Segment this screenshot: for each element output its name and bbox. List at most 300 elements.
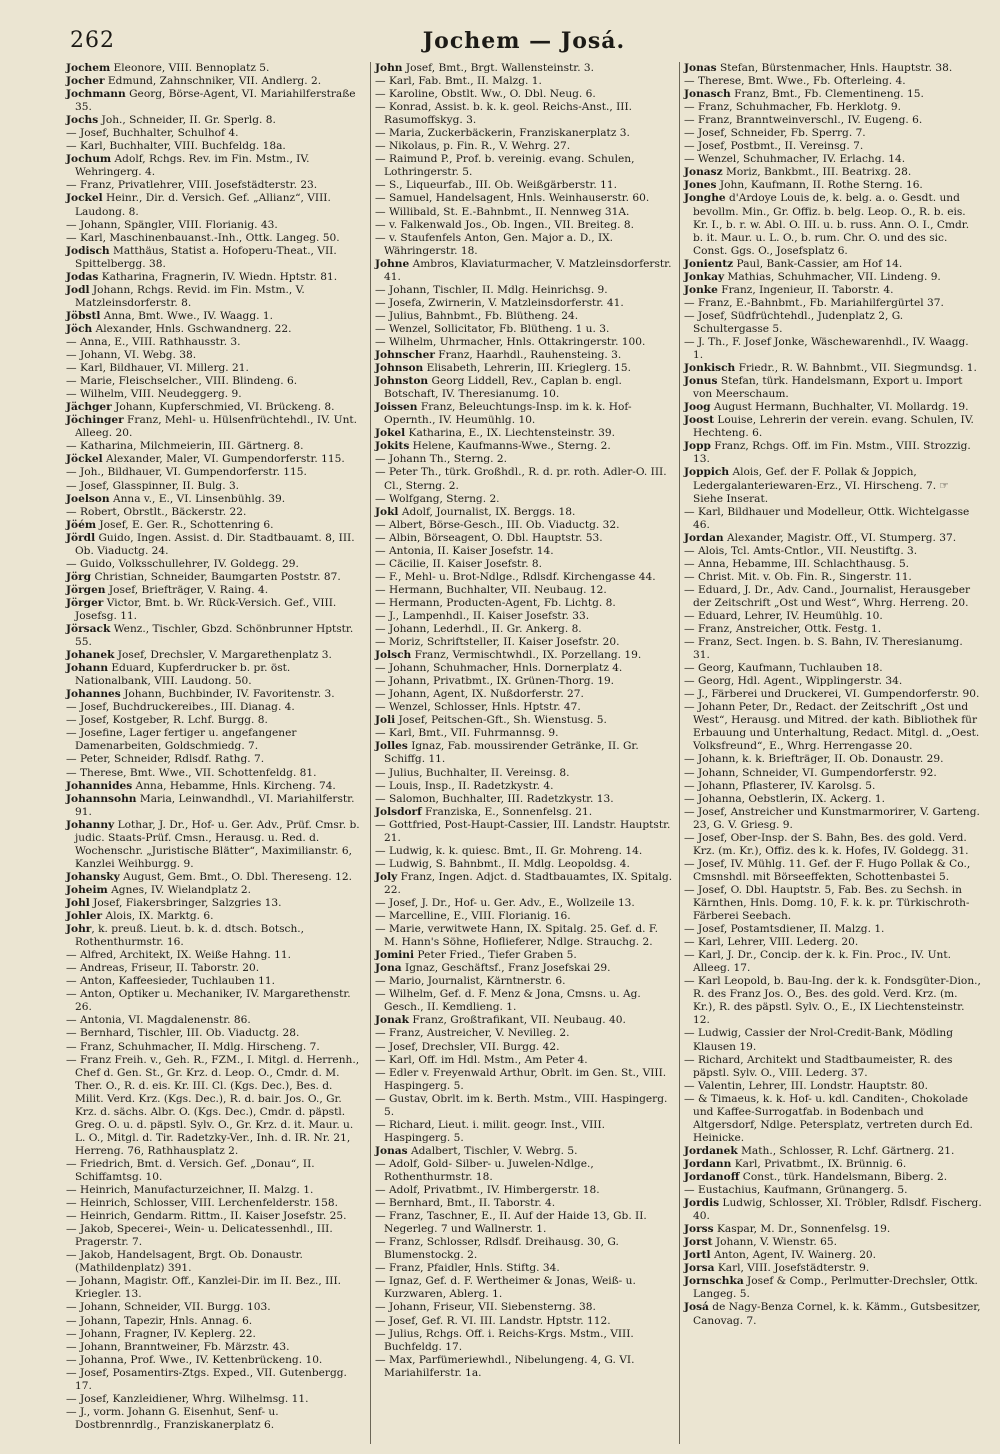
directory-entry xyxy=(375,545,673,558)
entry-details: — Julius, Bahnbmt., Fb. Blütheng. 24. xyxy=(375,309,579,322)
entry-details: — Wilhelm, Gef. d. F. Menz & Jona, Cmsns. u. Ag. Gesch., II. Kemdlieng. 1. xyxy=(375,988,641,1014)
entry-details: — Josef, Buchhalter, Schulhof 4. xyxy=(66,127,239,140)
entry-details: — Peter, Schneider, Rdlsdf. Rathg. 7. xyxy=(66,753,265,766)
entry-surname: Jonas xyxy=(375,1144,408,1157)
directory-entry xyxy=(684,1158,982,1171)
entry-details: Alois, Gef. der F. Pollak & Joppich, Ledergalanteriewaren-Erz., VI. Hirscheng. 7. ☞ Siehe Inserat. xyxy=(693,466,949,505)
directory-entry xyxy=(375,140,673,153)
directory-entry xyxy=(375,740,673,766)
directory-entry xyxy=(66,727,364,753)
directory-entry xyxy=(684,610,982,623)
entry-surname: Jöém xyxy=(66,518,97,531)
entry-details: Johann, Rchgs. Revid. im Fin. Mstm., V. Matzleinsdorferstr. 8. xyxy=(75,283,305,309)
entry-surname: Jochem xyxy=(66,62,111,74)
directory-entry xyxy=(375,623,673,636)
entry-details: Joh., Schneider, II. Gr. Sperlg. 8. xyxy=(98,114,276,127)
entry-details: Georg, Börse-Agent, VI. Mariahilferstraße 35. xyxy=(75,88,356,114)
entry-details: — Cäcilie, II. Kaiser Josefstr. 8. xyxy=(375,557,543,570)
entry-details: Peter Fried., Tiefer Graben 5. xyxy=(414,949,577,962)
entry-details: Franz, Großtrafikant, VII. Neubaug. 40. xyxy=(409,1014,626,1027)
entry-surname: Joppich xyxy=(684,466,730,479)
entry-details: Adolf, Rchgs. Rev. im Fin. Mstm., IV. Wehringerg. 4. xyxy=(75,153,310,179)
entry-surname: Jorsa xyxy=(684,1262,715,1275)
directory-entry xyxy=(66,884,364,897)
entry-surname: Jortl xyxy=(684,1249,711,1262)
directory-entry xyxy=(66,336,364,349)
directory-entry xyxy=(684,88,982,101)
entry-surname: Johr xyxy=(66,923,92,936)
entry-details: — Johann, Fragner, IV. Keplerg. 22. xyxy=(66,1327,256,1340)
entry-surname: Johanek xyxy=(66,649,115,662)
entry-surname: Jorst xyxy=(684,1236,713,1249)
directory-entry xyxy=(684,62,982,75)
entry-details: — Johann, Agent, IX. Nußdorferstr. 27. xyxy=(375,688,584,701)
entry-details: — v. Falkenwald Jos., Ob. Ingen., VII. Breiteg. 8. xyxy=(375,218,634,231)
entry-details: Alexander, Magistr. Off., VI. Stumperg. 37. xyxy=(723,531,957,544)
directory-entry xyxy=(684,1275,982,1301)
directory-entry xyxy=(375,819,673,845)
directory-entry xyxy=(684,127,982,140)
entry-details: — Wilhelm, VIII. Neudeggerg. 9. xyxy=(66,388,242,401)
entry-details: — Wenzel, Sollicitator, Fb. Blütheng. 1 u. 3. xyxy=(375,322,610,335)
entry-details: — Bernhard, Tischler, III. Ob. Viaductg. 28. xyxy=(66,1027,300,1040)
directory-entry xyxy=(684,258,982,271)
entry-details: — Johann, Tischler, II. Mdlg. Heinrichsg. 9. xyxy=(375,283,608,296)
directory-entry xyxy=(66,623,364,649)
directory-entry xyxy=(375,1275,673,1301)
directory-entry xyxy=(684,832,982,858)
directory-entry xyxy=(66,1406,364,1432)
directory-entry xyxy=(375,701,673,714)
directory-entry xyxy=(66,219,364,232)
directory-entry xyxy=(375,584,673,597)
directory-entry xyxy=(375,688,673,701)
entry-surname: Johler xyxy=(66,910,103,923)
directory-entry xyxy=(375,558,673,571)
entry-details: — Karl, J. Dr., Concip. der k. k. Fin. Proc., IV. Unt. Alleeg. 17. xyxy=(684,949,951,975)
directory-entry xyxy=(66,558,364,571)
directory-entry xyxy=(684,375,982,401)
entry-details: — Franz, Pfaidler, Hnls. Stiftg. 34. xyxy=(375,1262,560,1275)
entry-details: — Franz, Taschner, E., II. Auf der Haide 13, Gb. II. Negerleg. 7 und Wallnerstr. 1. xyxy=(375,1210,647,1236)
entry-details: Katharina, Fragnerin, IV. Wiedn. Hptstr. 81. xyxy=(98,270,338,283)
directory-entry xyxy=(375,1119,673,1145)
directory-entry xyxy=(684,414,982,440)
directory-entry xyxy=(684,1223,982,1236)
entry-details: — Georg, Kaufmann, Tuchlauben 18. xyxy=(684,662,883,675)
entry-details: — Heinrich, Manufacturzeichner, II. Malzg. 1. xyxy=(66,1184,314,1197)
entry-surname: Jöchinger xyxy=(66,414,124,427)
directory-entry xyxy=(66,1367,364,1393)
entry-details: Josef, Briefträger, V. Raing. 4. xyxy=(105,583,269,596)
entry-details: Guido, Ingen. Assist. d. Dir. Stadtbauamt. 8, III. Ob. Viaductg. 24. xyxy=(75,531,355,557)
directory-entry xyxy=(375,1236,673,1262)
entry-details: — Heinrich, Gendarm. Rittm., II. Kaiser Josefstr. 25. xyxy=(66,1210,347,1223)
directory-entry xyxy=(66,349,364,362)
directory-entry xyxy=(66,1014,364,1027)
directory-entry xyxy=(375,493,673,506)
directory-entry xyxy=(684,506,982,532)
entry-details: — Johann, Schuhmacher, Hnls. Dornerplatz 4. xyxy=(375,662,623,675)
entry-details: — Maria, Zuckerbäckerin, Franziskanerplatz 3. xyxy=(375,127,630,140)
entry-surname: Jones xyxy=(684,179,717,192)
entry-surname: Johl xyxy=(66,897,90,909)
directory-entry xyxy=(684,310,982,336)
directory-entry xyxy=(66,597,364,623)
entry-details: — Ludwig, Cassier der Nrol-Credit-Bank, Mödling Klausen 19. xyxy=(684,1027,954,1053)
directory-entry xyxy=(684,884,982,923)
entry-surname: Jonke xyxy=(684,283,718,296)
directory-entry xyxy=(66,1249,364,1275)
directory-entry xyxy=(66,819,364,871)
entry-surname: Josá xyxy=(684,1301,709,1314)
entry-surname: Jodas xyxy=(66,270,99,283)
directory-entry xyxy=(684,166,982,179)
directory-entry xyxy=(375,453,673,466)
page-header xyxy=(62,22,986,64)
directory-entry xyxy=(375,806,673,819)
entry-details: — Adolf, Privatbmt., IV. Himbergerstr. 18. xyxy=(375,1184,600,1197)
entry-details: Anna, Hebamme, Hnls. Kircheng. 74. xyxy=(132,779,336,792)
entry-details: — Josef, O. Dbl. Hauptstr. 5, Fab. Bes. zu Sechsh. in Kärnthen, Hnls. Domg. 10, F. k. k. pr. Türkischroth-Färberei Seebach. xyxy=(684,883,970,923)
columns-container xyxy=(62,62,988,1444)
directory-entry xyxy=(684,1301,982,1327)
entry-details: Josef & Comp., Perlmutter-Drechsler, Ottk. Langeg. 5. xyxy=(693,1275,978,1301)
directory-entry xyxy=(684,362,982,375)
entry-surname: Jonak xyxy=(375,1014,409,1027)
directory-entry xyxy=(66,440,364,453)
entry-details: — Johanna, Oebstlerin, IX. Ackerg. 1. xyxy=(684,792,885,805)
entry-details: — Samuel, Handelsagent, Hnls. Weinhauserstr. 60. xyxy=(375,192,650,205)
directory-entry xyxy=(66,1041,364,1054)
entry-details: — Adolf, Gold- Silber- u. Juwelen-Ndlge., Rothenthurmstr. 18. xyxy=(375,1157,594,1183)
entry-details: Josef, E. Ger. R., Schottenring 6. xyxy=(96,518,274,531)
entry-details: — & Timaeus, k. k. Hof- u. kdl. Canditen-, Chokolade und Kaffee-Surrogatfab. in Bodenbach und Altgersdorf, Ndlge. Petersplatz, vertreten durch Ed. Heinicke. xyxy=(684,1092,973,1144)
entry-surname: Jordis xyxy=(684,1197,720,1210)
directory-entry xyxy=(375,1354,673,1380)
entry-details: — Josef, Postbmt., II. Vereinsg. 7. xyxy=(684,140,864,153)
entry-surname: Joost xyxy=(684,414,715,427)
entry-details: — Josef, Kostgeber, R. Lchf. Burgg. 8. xyxy=(66,714,268,727)
entry-details: Alois, IX. Marktg. 6. xyxy=(102,910,214,923)
entry-details: — Ignaz, Gef. d. F. Wertheimer & Jonas, Weiß- u. Kurzwaren, Ablerg. 1. xyxy=(375,1275,636,1301)
entry-details: — Franz, E.-Bahnbmt., Fb. Mariahilfergürtel 37. xyxy=(684,296,944,309)
directory-entry xyxy=(684,584,982,610)
directory-entry xyxy=(684,1145,982,1158)
entry-details: — Marie, verwitwete Hann, IX. Spitalg. 25. Gef. d. F. M. Hann's Söhne, Hoflieferer, Ndlge. Strauchg. 2. xyxy=(375,923,658,949)
directory-entry xyxy=(684,1054,982,1080)
directory-entry xyxy=(375,297,673,310)
directory-entry xyxy=(375,636,673,649)
entry-surname: Jordanek xyxy=(684,1144,738,1157)
entry-details: — Johann Peter, Dr., Redact. der Zeitschrift „Ost und West“, Herausg. und Mitred. der kath. Bibliothek für Erbauung und Unterhaltung, Redact. Mitgl. d. „Oest. Volksfreund“, E., Whrg. Herrengasse 20. xyxy=(684,701,980,753)
directory-entry xyxy=(684,1184,982,1197)
entry-details: — Hermann, Buchhalter, VII. Neubaug. 12. xyxy=(375,583,607,596)
directory-entry xyxy=(66,519,364,532)
entry-details: — Albin, Börseagent, O. Dbl. Hauptstr. 53. xyxy=(375,531,603,544)
entry-details: — Franz, Branntweinverschl., IV. Eugeng. 6. xyxy=(684,114,923,127)
entry-details: — Josef, Postamtsdiener, II. Malzg. 1. xyxy=(684,923,885,936)
directory-entry xyxy=(684,466,982,505)
directory-entry xyxy=(375,88,673,101)
directory-entry xyxy=(66,414,364,440)
directory-entry xyxy=(684,153,982,166)
entry-surname: Jonasch xyxy=(684,88,731,101)
entry-details: — Max, Parfümeriewhdl., Nibelungeng. 4, G. VI. Mariahilferstr. 1a. xyxy=(375,1353,635,1379)
directory-entry xyxy=(66,466,364,479)
entry-details: — Ludwig, S. Bahnbmt., II. Mdlg. Leopoldsg. 4. xyxy=(375,857,630,870)
entry-details: — Valentin, Lehrer, III. Londstr. Hauptstr. 80. xyxy=(684,1079,928,1092)
entry-details: — Johann, Branntweiner, Fb. Märzstr. 43. xyxy=(66,1340,290,1353)
directory-entry xyxy=(375,910,673,923)
directory-entry xyxy=(375,219,673,232)
entry-details: — Gottfried, Post-Haupt-Cassier, III. Landstr. Hauptstr. 21. xyxy=(375,818,671,844)
directory-entry xyxy=(66,1275,364,1301)
entry-details: — Anton, Kaffeesieder, Tuchlauben 11. xyxy=(66,975,275,988)
entry-details: — Andreas, Friseur, II. Taborstr. 20. xyxy=(66,962,260,975)
directory-entry xyxy=(66,584,364,597)
directory-entry xyxy=(684,1197,982,1223)
directory-entry xyxy=(66,532,364,558)
entry-details: — S., Liqueurfab., III. Ob. Weißgärberstr. 11. xyxy=(375,179,617,192)
directory-entry xyxy=(66,1315,364,1328)
entry-surname: Johannsohn xyxy=(66,792,137,805)
directory-entry xyxy=(375,845,673,858)
entry-surname: Jorss xyxy=(684,1223,714,1236)
directory-entry xyxy=(66,453,364,466)
directory-entry xyxy=(684,1249,982,1262)
directory-entry xyxy=(684,936,982,949)
directory-entry xyxy=(66,949,364,962)
entry-details: Franz, Ingen. Adjct. d. Stadtbauamtes, IX. Spitalg. 22. xyxy=(384,870,673,896)
entry-details: — Franz, Privatlehrer, VIII. Josefstädterstr. 23. xyxy=(66,179,318,192)
directory-entry xyxy=(375,662,673,675)
entry-details: — Johann, Magistr. Off., Kanzlei-Dir. im II. Bez., III. Kriegler. 13. xyxy=(66,1275,342,1301)
directory-entry xyxy=(684,140,982,153)
entry-details: — Jakob, Specerei-, Wein- u. Delicatessenhdl., III. Pragerstr. 7. xyxy=(66,1223,333,1249)
entry-details: — Anna, Hebamme, III. Schlachthausg. 5. xyxy=(684,557,910,570)
entry-surname: Jörger xyxy=(66,596,104,609)
entry-details: — Johann, Pflasterer, IV. Karolsg. 5. xyxy=(684,779,876,792)
directory-entry xyxy=(66,988,364,1014)
entry-surname: Jörsack xyxy=(66,623,111,636)
directory-entry xyxy=(375,975,673,988)
directory-entry xyxy=(684,179,982,192)
entry-details: Paul, Bank-Cassier, am Hof 14. xyxy=(733,257,903,270)
directory-entry xyxy=(66,1354,364,1367)
entry-details: — Karl, Bildhauer und Modelleur, Ottk. Wichtelgasse 46. xyxy=(684,505,970,531)
entry-surname: Jördl xyxy=(66,531,96,544)
entry-details: — Albert, Börse-Gesch., III. Ob. Viaductg. 32. xyxy=(375,518,620,531)
entry-details: Alexander, Hnls. Gschwandnerg. 22. xyxy=(92,322,292,335)
entry-details: — Therese, Bmt. Wwe., VII. Schottenfeldg. 81. xyxy=(66,766,317,779)
entry-details: — Josef, Südfrüchtehdl., Judenplatz 2, G. Schultergasse 5. xyxy=(684,309,904,335)
entry-details: August, Gem. Bmt., O. Dbl. Thereseng. 12. xyxy=(119,870,352,883)
entry-surname: Jonas xyxy=(684,62,717,74)
directory-entry xyxy=(684,806,982,832)
directory-entry xyxy=(375,206,673,219)
directory-entry xyxy=(684,1262,982,1275)
directory-entry xyxy=(684,701,982,753)
entry-details: — Johann, Privatbmt., IX. Grünen-Thorg. 19. xyxy=(375,675,615,688)
directory-entry xyxy=(375,427,673,440)
directory-entry xyxy=(375,767,673,780)
entry-details: Franz, Bmt., Fb. Clementineng. 15. xyxy=(730,88,924,101)
entry-surname: Johnston xyxy=(375,375,429,388)
directory-entry xyxy=(375,1262,673,1275)
directory-entry xyxy=(66,401,364,414)
entry-details: — Josef, Drechsler, VII. Burgg. 42. xyxy=(375,1040,560,1053)
entry-details: — Bernhard, Bmt., II. Taborstr. 4. xyxy=(375,1197,556,1210)
entry-details: — Robert, Obrstlt., Bäckerstr. 22. xyxy=(66,505,247,518)
directory-entry xyxy=(66,245,364,271)
entry-details: — Christ. Mit. v. Ob. Fin. R., Singerstr. 11. xyxy=(684,570,912,583)
entry-details: — Raimund P., Prof. b. vereinig. evang. Schulen, Lothringerstr. 5. xyxy=(375,153,635,179)
directory-entry xyxy=(684,1027,982,1053)
directory-entry xyxy=(375,75,673,88)
directory-entry xyxy=(375,258,673,284)
entry-surname: Johnscher xyxy=(375,349,435,362)
directory-entry xyxy=(66,388,364,401)
directory-entry xyxy=(684,780,982,793)
entry-details: — J., Färberei und Druckerei, VI. Gumpendorferstr. 90. xyxy=(684,688,980,701)
directory-entry xyxy=(684,1080,982,1093)
entry-details: — Franz Freih. v., Geh. R., FZM., I. Mitgl. d. Herrenh., Chef d. Gen. St., Gr. Krz. d. Leop. O., Cmdr. d. M. Ther. O., R. d. eis. Kr. III. Cl. (Kgs. Dec.), Bes. d. Milit. Verd. Krz. (Kgs. Dec.), R. d. bair. Jos. O., Gr. Krz. d. sächs. Albr. O. (Kgs. Dec.), Cmdr. d. päpstl. Greg. O. u. d. päpstl. Sylv. O., Gr. Krz. d. it. Maur. u. L. O., Mitgl. d. Tir. Radetzky-Ver., Inh. d. IR. Nr. 21, Herreng. 76, Rathhausplatz 2. xyxy=(66,1053,360,1157)
entry-details: — Josef, Schneider, Fb. Sperrg. 7. xyxy=(684,127,866,140)
directory-entry xyxy=(375,714,673,727)
entry-surname: Johannes xyxy=(66,688,121,701)
entry-details: Const., türk. Handelsmann, Biberg. 2. xyxy=(739,1170,948,1183)
directory-entry xyxy=(375,101,673,127)
entry-surname: Joissen xyxy=(375,401,418,414)
directory-entry xyxy=(66,179,364,192)
directory-entry xyxy=(375,336,673,349)
directory-entry xyxy=(66,271,364,284)
directory-entry xyxy=(684,1093,982,1145)
directory-entry xyxy=(375,858,673,871)
directory-entry xyxy=(66,897,364,910)
entry-details: Johann, V. Wienstr. 65. xyxy=(712,1236,837,1249)
directory-entry xyxy=(66,310,364,323)
directory-entry xyxy=(66,232,364,245)
entry-details: Heinr., Dir. d. Versich. Gef. „Allianz“, VIII. Laudong. 8. xyxy=(75,192,331,218)
directory-entry xyxy=(375,597,673,610)
directory-entry xyxy=(684,75,982,88)
entry-details: Eleonore, VIII. Bennoplatz 5. xyxy=(110,62,270,74)
entry-details: — Richard, Architekt und Stadtbaumeister, R. des päpstl. Sylv. O., VIII. Lederg. 37. xyxy=(684,1053,953,1079)
directory-entry xyxy=(66,701,364,714)
entry-details: John, Kaufmann, II. Rothe Sterng. 16. xyxy=(716,179,923,192)
directory-entry xyxy=(375,232,673,258)
directory-entry xyxy=(684,558,982,571)
entry-details: — Antonia, II. Kaiser Josefstr. 14. xyxy=(375,544,554,557)
entry-surname: Jokits xyxy=(375,440,410,453)
directory-entry xyxy=(66,714,364,727)
directory-entry xyxy=(66,62,364,75)
entry-surname: Jonghe xyxy=(684,192,726,205)
entry-details: Franz, Rchgs. Off. im Fin. Mstm., VIII. Strozzig. 13. xyxy=(693,440,971,466)
directory-entry xyxy=(375,1315,673,1328)
entry-surname: Jordann xyxy=(684,1157,732,1170)
directory-entry xyxy=(375,649,673,662)
directory-entry xyxy=(66,140,364,153)
directory-entry xyxy=(375,1014,673,1027)
directory-entry xyxy=(66,192,364,218)
entry-details: — Johann, Schneider, VII. Burgg. 103. xyxy=(66,1301,271,1314)
entry-details: — Franz, Schuhmacher, II. Mdlg. Hirscheng. 7. xyxy=(66,1040,320,1053)
directory-entry xyxy=(684,114,982,127)
directory-entry xyxy=(66,780,364,793)
directory-entry xyxy=(684,101,982,114)
entry-surname: Jächger xyxy=(66,401,112,414)
directory-entry xyxy=(375,610,673,623)
entry-details: — Josefine, Lager fertiger u. angefangener Damenarbeiten, Goldschmiedg. 7. xyxy=(66,727,297,753)
entry-surname: Jörgen xyxy=(66,583,106,596)
directory-entry xyxy=(375,949,673,962)
directory-entry xyxy=(66,767,364,780)
directory-entry xyxy=(375,988,673,1014)
entry-surname: Jochum xyxy=(66,153,112,166)
entry-details: — Johann, Schneider, VI. Gumpendorferstr. 92. xyxy=(684,766,937,779)
entry-surname: Jonientz xyxy=(684,257,734,270)
entry-surname: John xyxy=(375,62,403,74)
column-1 xyxy=(62,62,370,1444)
entry-details: — Eustachius, Kaufmann, Grünangerg. 5. xyxy=(684,1184,908,1197)
entry-details: Maria, Leinwandhdl., VI. Mariahilferstr. 91. xyxy=(75,792,355,818)
entry-details: — Gustav, Obrlt. im k. Berth. Mstm., VIII. Haspingerg. 5. xyxy=(375,1092,668,1118)
directory-entry xyxy=(375,1093,673,1119)
entry-details: — Nikolaus, p. Fin. R., V. Wehrg. 27. xyxy=(375,140,571,153)
entry-details: — Karl Leopold, b. Bau-Ing. der k. k. Fondsgüter-Dion., R. des Franz Jos. O., Bes. des gold. Verd. Krz. (m. Kr.), R. des päpstl. Sylv. O., E., IX Liechtensteinstr. 12. xyxy=(684,975,981,1027)
directory-entry xyxy=(375,62,673,75)
directory-entry xyxy=(684,297,982,310)
directory-entry xyxy=(66,923,364,949)
directory-entry xyxy=(375,192,673,205)
entry-surname: Joly xyxy=(375,870,398,883)
directory-entry xyxy=(375,466,673,492)
directory-entry xyxy=(66,1328,364,1341)
entry-details: Moriz, Bankbmt., III. Beatrixg. 28. xyxy=(722,166,912,179)
entry-details: Ludwig, Schlosser, XI. Tröbler, Rdlsdf. Fischerg. 40. xyxy=(693,1197,982,1223)
directory-entry xyxy=(684,545,982,558)
directory-entry xyxy=(375,179,673,192)
entry-details: — Alois, Tcl. Amts-Cntlor., VII. Neustiftg. 3. xyxy=(684,544,918,557)
entry-details: Josef, Peitschen-Gft., Sh. Wienstusg. 5. xyxy=(395,714,607,727)
entry-details: — Wilhelm, Uhrmacher, Hnls. Ottakringerstr. 100. xyxy=(375,335,646,348)
entry-details: Louise, Lehrerin der verein. evang. Schulen, IV. Hechteng. 6. xyxy=(693,414,974,440)
directory-entry xyxy=(684,271,982,284)
entry-details: — Ludwig, k. k. quiesc. Bmt., II. Gr. Mohreng. 14. xyxy=(375,844,643,857)
directory-entry xyxy=(375,362,673,375)
entry-details: — Josef, Posamentirs-Ztgs. Exped., VII. Gutenbergg. 17. xyxy=(66,1366,347,1392)
entry-details: Ignaz, Geschäftsf., Franz Josefskai 29. xyxy=(401,962,611,975)
entry-details: — Karl, Off. im Hdl. Mstm., Am Peter 4. xyxy=(375,1053,588,1066)
directory-entry xyxy=(684,675,982,688)
directory-entry xyxy=(684,336,982,362)
directory-entry xyxy=(66,753,364,766)
directory-entry xyxy=(375,897,673,910)
directory-entry xyxy=(66,114,364,127)
directory-entry xyxy=(375,923,673,949)
entry-details: Johann, Buchbinder, IV. Favoritenstr. 3. xyxy=(120,688,335,701)
entry-details: , k. preuß. Lieut. b. k. d. dtsch. Botsch., Rothenthurmstr. 16. xyxy=(75,923,305,949)
entry-details: — Johann, Tapezir, Hnls. Annag. 6. xyxy=(66,1314,253,1327)
entry-details: Matthäus, Statist a. Hofoperu-Theat., VII. Spittelbergg. 38. xyxy=(75,244,337,270)
entry-details: — Franz, Anstreicher, Ottk. Festg. 1. xyxy=(684,623,882,636)
entry-details: Kaspar, M. Dr., Sonnenfelsg. 19. xyxy=(713,1223,891,1236)
directory-entry xyxy=(684,793,982,806)
directory-entry xyxy=(66,1210,364,1223)
